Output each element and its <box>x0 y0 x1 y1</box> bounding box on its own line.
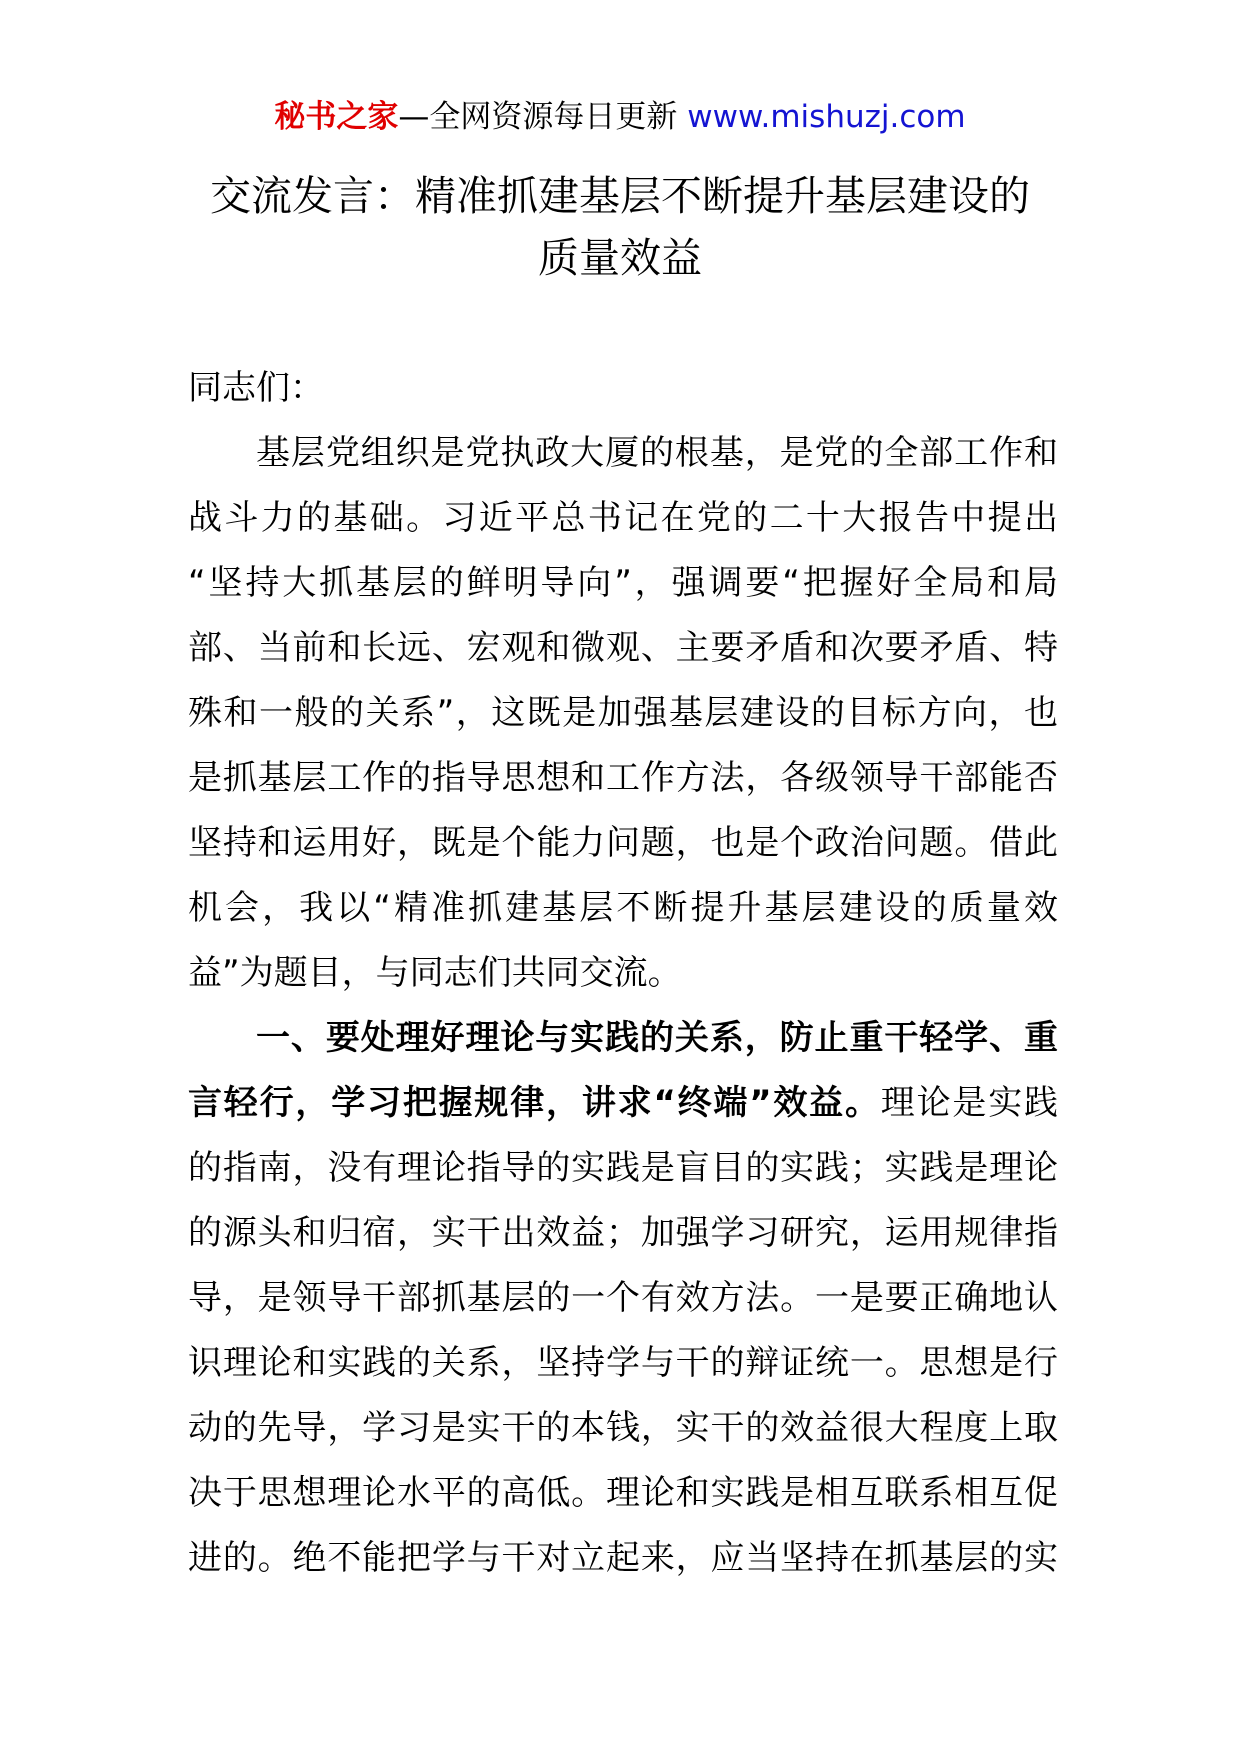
document-title <box>150 165 1090 289</box>
greeting: 同志们： <box>188 368 324 408</box>
paragraph-1-line: 部、当前和长远、宏观和微观、主要矛盾和次要矛盾、特 <box>188 628 1058 668</box>
paragraph-1-line: 殊和一般的关系”，这既是加强基层建设的目标方向，也 <box>188 693 1058 733</box>
section-1-heading-end: 言轻行，学习把握规律，讲求“终端”效益。 <box>188 1083 881 1123</box>
paragraph-2-line: 的源头和归宿，实干出效益；加强学习研究，运用规律指 <box>188 1213 1058 1253</box>
paragraph-1-line: 坚持和运用好，既是个能力问题，也是个政治问题。借此 <box>188 823 1058 863</box>
site-banner <box>0 97 1240 137</box>
paragraph-1-line: 战斗力的基础。习近平总书记在党的二十大报告中提出 <box>188 498 1058 538</box>
paragraph-1-line: 益”为题目，与同志们共同交流。 <box>188 953 682 993</box>
paragraph-1-line: 基层党组织是党执政大厦的根基，是党的全部工作和 <box>256 433 1058 473</box>
paragraph-1-line: 是抓基层工作的指导思想和工作方法，各级领导干部能否 <box>188 758 1058 798</box>
paragraph-2-text: 理论是实践 <box>880 1083 1058 1123</box>
banner-tagline: —全网资源每日更新 <box>398 99 688 135</box>
paragraph-1-line: “坚持大抓基层的鲜明导向”，强调要“把握好全局和局 <box>188 563 1058 603</box>
section-1-heading-continued <box>188 1071 1058 1136</box>
paragraph-2-line: 决于思想理论水平的高低。理论和实践是相互联系相互促 <box>188 1473 1058 1513</box>
title-line-2: 质量效益 <box>538 234 702 282</box>
paragraph-2-line: 导，是领导干部抓基层的一个有效方法。一是要正确地认 <box>188 1278 1058 1318</box>
paragraph-2-line: 进的。绝不能把学与干对立起来，应当坚持在抓基层的实 <box>188 1538 1058 1578</box>
document-body <box>188 356 1058 1591</box>
banner-url-link[interactable]: www.mishuzj.com <box>687 99 966 135</box>
section-1-heading: 一、要处理好理论与实践的关系，防止重干轻学、重 <box>256 1018 1058 1058</box>
paragraph-2-line: 动的先导，学习是实干的本钱，实干的效益很大程度上取 <box>188 1408 1058 1448</box>
title-line-1: 交流发言：精准抓建基层不断提升基层建设的 <box>210 172 1030 220</box>
paragraph-1-line: 机会，我以“精准抓建基层不断提升基层建设的质量效 <box>188 888 1058 928</box>
paragraph-2-line: 识理论和实践的关系，坚持学与干的辩证统一。思想是行 <box>188 1343 1058 1383</box>
banner-brand: 秘书之家 <box>274 99 399 135</box>
paragraph-2-line: 的指南，没有理论指导的实践是盲目的实践；实践是理论 <box>188 1148 1058 1188</box>
